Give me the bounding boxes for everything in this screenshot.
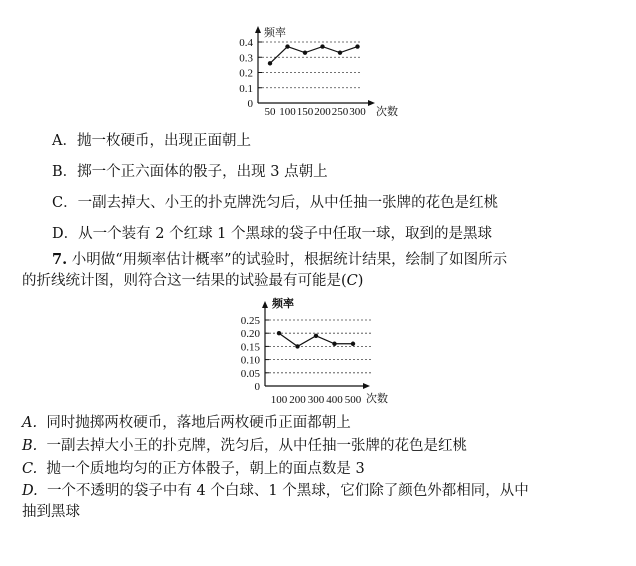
q7-option-b-text: 一副去掉大小王的扑克牌，洗匀后，从中任抽一张牌的花色是红桃 [46, 438, 467, 454]
chart2-ytick-label: 0.15 [240, 341, 260, 354]
q6-option-c: C．一副去掉大、小王的扑克牌洗匀后，从中任抽一张牌的花色是红桃 [52, 195, 499, 211]
chart1-xtick-label: 300 [349, 106, 366, 118]
chart1-data-point [355, 44, 359, 48]
chart2-xtick-label: 200 [289, 394, 306, 406]
q7-option-d-text: 一个不透明的袋子中有 4 个白球、1 个黑球，它们除了颜色外都相同，从中 [46, 483, 529, 499]
chart1-ytick-label: 0.4 [239, 37, 253, 49]
q7-option-b-letter: B. [22, 438, 38, 454]
chart2-xtick-label: 100 [270, 394, 288, 406]
q7-option-c-text: 抛一个质地均匀的正方体骰子，朝上的面点数是 3 [46, 461, 365, 477]
q7-option-a-letter: A. [22, 415, 38, 431]
chart2-ytick-label: 0.20 [240, 328, 260, 341]
chart2-xtick-label: 500 [344, 394, 362, 406]
q7-stem-text2: 的折线统计图，则符合这一结果的试验最有可能是( [22, 273, 347, 289]
chart1-ytick-label: 0 [247, 98, 253, 110]
chart-1 [0, 0, 636, 130]
q7-option-d-line2: 抽到黑球 [22, 504, 80, 520]
chart-2 [0, 290, 636, 412]
chart1-xtick-label: 250 [331, 106, 349, 118]
q7-stem-text1: 小明做“用频率估计概率”的试验时，根据统计结果，绘制了如图所示 [71, 252, 508, 268]
chart2-xtick-label: 300 [307, 394, 325, 406]
q7-option-c-letter: C. [22, 461, 38, 477]
q6-option-d: D．从一个装有 2 个红球 1 个黑球的袋子中任取一球，取到的是黑球 [52, 226, 493, 242]
chart2-data-point [314, 334, 318, 338]
q7-option-a [22, 413, 351, 433]
q7-option-d [22, 481, 529, 501]
chart2-data-point [277, 331, 281, 335]
chart2-y-arrow [262, 301, 268, 308]
chart2-data-point [351, 342, 355, 346]
q7-option-c [22, 459, 365, 479]
chart1-data-point [338, 50, 342, 54]
q6-option-b: B．掷一个正六面体的骰子，出现 3 点朝上 [52, 164, 328, 180]
chart1-xlabel: 次数 [376, 105, 398, 118]
chart1-data-point [268, 61, 272, 65]
q7-option-d-letter: D. [22, 483, 38, 499]
chart2-ytick-label: 0.05 [240, 367, 260, 380]
chart2-xlabel: 次数 [366, 392, 388, 405]
chart2-xtick-label: 400 [326, 394, 343, 406]
chart1-series-line [270, 47, 358, 64]
chart2-data-point [332, 342, 336, 346]
q7-number: 7. [52, 251, 68, 268]
q7-stem-line1 [52, 250, 507, 270]
chart1-data-point [320, 44, 324, 48]
q7-stem-line2 [22, 271, 363, 291]
q6-option-a: A．抛一枚硬币，出现正面朝上 [52, 133, 251, 149]
chart1-xtick-label: 100 [279, 106, 296, 118]
chart1-xtick-label: 200 [314, 106, 331, 118]
q7-answer: C [346, 273, 358, 289]
chart1-xtick-label: 150 [296, 106, 314, 118]
chart2-ytick-label: 0 [254, 381, 260, 393]
q7-option-b [22, 436, 467, 456]
chart1-data-point [285, 44, 289, 48]
chart1-y-arrow [255, 26, 261, 33]
chart2-data-point [295, 344, 299, 348]
chart2-ytick-label: 0.25 [240, 315, 260, 327]
chart1-ylabel: 频率 [264, 26, 286, 39]
q7-stem-close: ) [357, 273, 364, 289]
chart2-ytick-label: 0.10 [240, 354, 260, 367]
chart1-ytick-label: 0.1 [239, 82, 253, 95]
chart1-data-point [303, 50, 307, 54]
q7-option-a-text: 同时抛掷两枚硬币，落地后两枚硬币正面都朝上 [46, 415, 351, 431]
chart1-xtick-label: 50 [264, 106, 276, 118]
chart1-ytick-label: 0.3 [239, 52, 253, 65]
chart1-x-arrow [368, 100, 375, 106]
chart2-ylabel: 频率 [272, 297, 294, 310]
chart1-ytick-label: 0.2 [239, 67, 253, 80]
chart2-x-arrow [363, 383, 370, 389]
